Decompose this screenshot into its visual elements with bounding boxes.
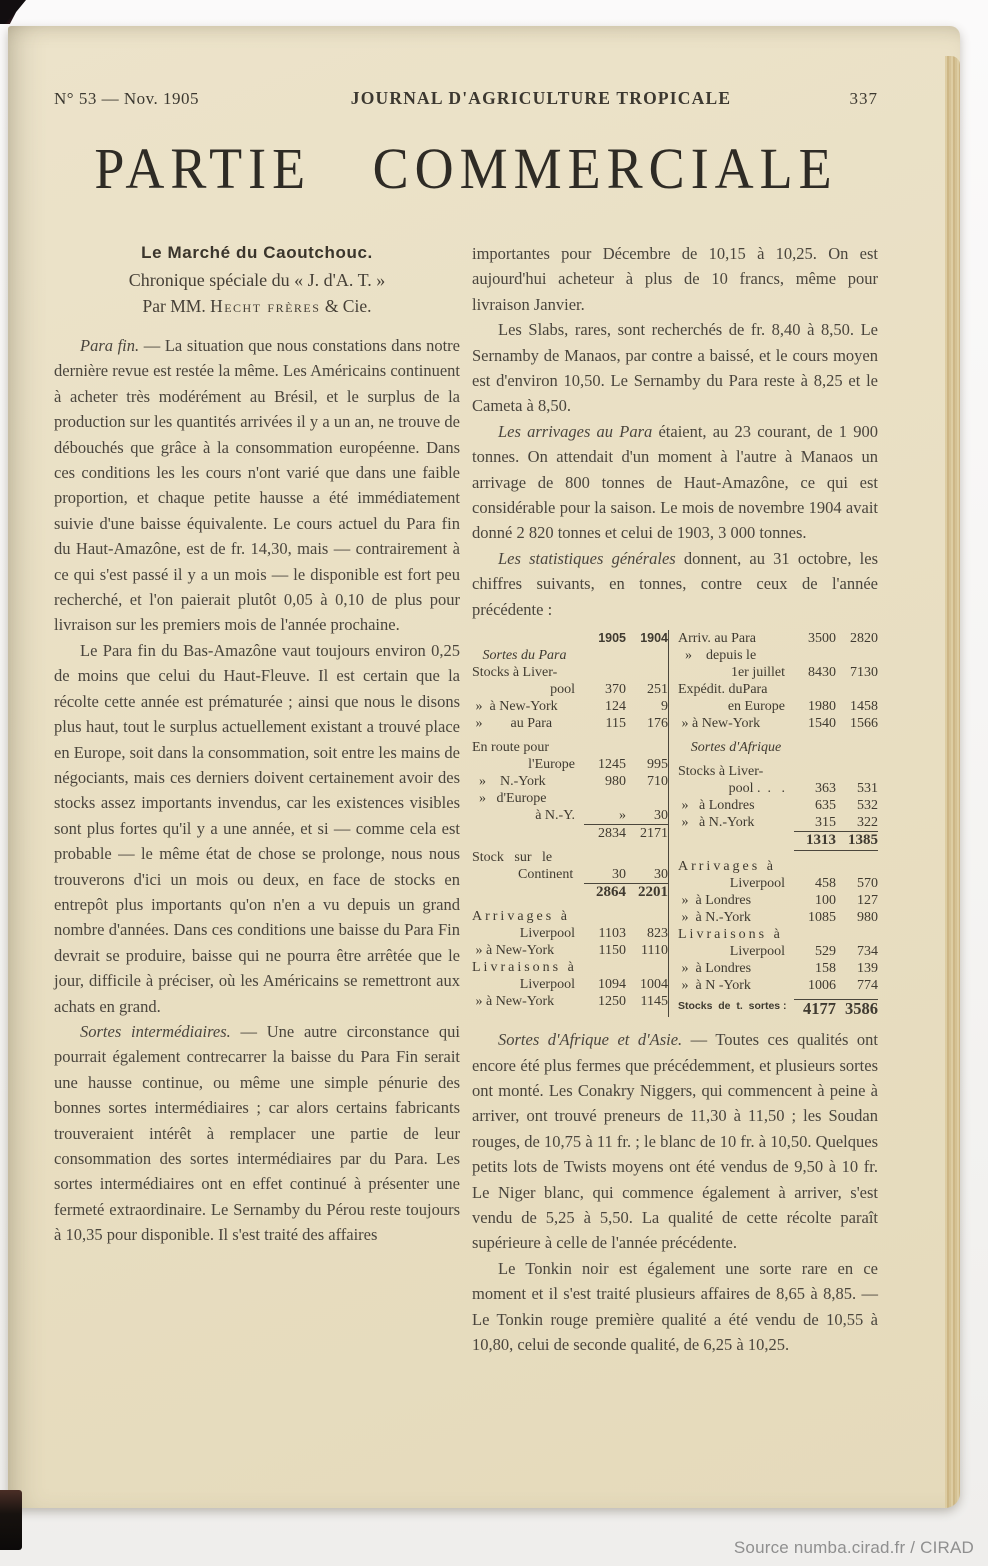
paragraph: importantes pour Décembre de 10,15 à 10,25. On est aujourd'hui acheteur à plus de 10 francs, même pour livraison Janvier. [472, 244, 878, 314]
value-1905: 124 [605, 699, 626, 715]
value-1904: 1904 [640, 631, 668, 646]
value-1904: 30 [654, 867, 668, 883]
row-values [584, 866, 668, 883]
section-title: PARTIE COMMERCIALE [94, 136, 838, 201]
row-label: En route pour [472, 740, 549, 756]
article-byline [54, 296, 460, 317]
source-attribution: Source numba.cirad.fr / CIRAD [733, 1538, 974, 1557]
row-values [584, 790, 668, 807]
value-1905: 115 [605, 716, 626, 732]
table-row [678, 977, 878, 994]
value-1905: 2834 [598, 826, 626, 842]
row-values [794, 715, 878, 732]
value-1905: 1250 [598, 994, 626, 1010]
value-1904: 532 [857, 798, 878, 814]
table-row [678, 998, 878, 1017]
scan-artifact-bottom-left [0, 1490, 22, 1550]
row-values [794, 977, 878, 994]
table-row [678, 858, 878, 875]
row-label: pool [550, 682, 575, 698]
row-values [794, 892, 878, 909]
row-values [794, 943, 878, 960]
table-row [678, 630, 878, 647]
row-label: 1er juillet [730, 665, 785, 681]
row-label: » d'Europe [472, 791, 547, 807]
row-label: Arriv. au Para [678, 631, 757, 647]
value-1905: 1980 [808, 699, 836, 715]
byline-suffix: & Cie. [320, 296, 372, 316]
value-1905: 1094 [598, 977, 626, 993]
row-label: Arrivages à [472, 909, 570, 925]
value-1905: 1085 [808, 910, 836, 926]
paragraph-lead: Para fin. [80, 336, 140, 355]
value-1904: 980 [857, 910, 878, 926]
row-label: Expédit. duPara [678, 682, 768, 698]
value-1904 [626, 849, 668, 866]
table-row [472, 942, 668, 959]
table-row [678, 892, 878, 909]
row-values [584, 993, 668, 1010]
row-label [472, 630, 584, 647]
value-1905 [584, 739, 626, 756]
table-row [678, 960, 878, 977]
value-1905 [794, 647, 836, 664]
table-row [472, 756, 668, 773]
row-values [584, 756, 668, 773]
row-values [584, 959, 668, 976]
journal-title: JOURNAL D'AGRICULTURE TROPICALE [350, 88, 732, 108]
row-label: Stocks de t. sortes : [678, 1000, 787, 1013]
left-column [54, 241, 460, 1357]
running-head [54, 88, 878, 109]
value-1905: » [619, 808, 626, 824]
table-row [678, 739, 878, 756]
row-label: Continent [518, 867, 574, 883]
row-label [678, 831, 794, 851]
table-row [472, 698, 668, 715]
value-1904 [626, 664, 668, 681]
row-values [584, 630, 668, 647]
scan-artifact-top-left [0, 0, 26, 24]
row-values [584, 698, 668, 715]
table-row [678, 814, 878, 831]
value-1905: 158 [815, 961, 836, 977]
two-column-layout [54, 241, 878, 1357]
paragraph-lead: Sortes d'Afrique et d'Asie. [498, 1030, 683, 1050]
value-1905 [584, 790, 626, 807]
value-1905 [584, 647, 626, 664]
row-values [794, 630, 878, 647]
table-row [678, 797, 878, 814]
row-values [584, 883, 668, 901]
paragraph: Sortes intermédiaires. — Une autre circonstance qui pourrait également contrecarrer la baisse du Para Fin serait une hausse continue, ou même une simple pénurie des bonnes sortes intermédiaires ; car alors certains fabricants trouveraient intérêt à remplacer une partie de leur consommation des sortes intermédiaires par du Para. Les sortes intermédiaires ont en effet continué à présenter une fermeté extraordinaire. Le Sernamby du Pérou reste toujours à 10,35 pour disponible. Il s'est traité des affaires [54, 1021, 460, 1245]
row-label: Livraisons à [472, 960, 577, 976]
byline-prefix: Par MM. [142, 296, 211, 316]
value-1904: 3586 [845, 999, 878, 1019]
table-row [472, 630, 668, 647]
value-1904: 251 [647, 682, 668, 698]
row-values [584, 925, 668, 942]
row-values [584, 976, 668, 993]
table-row [472, 807, 668, 824]
table-row [678, 909, 878, 926]
value-1905 [794, 926, 836, 943]
value-1904 [626, 959, 668, 976]
paragraph-lead: Les statistiques générales [498, 548, 676, 568]
row-label: l'Europe [528, 757, 575, 773]
value-1904: 9 [661, 699, 668, 715]
paragraph: Le Para fin du Bas-Amazône vaut toujours environ 0,25 de moins que celui du Haut-Fleuve. Il est certain que la récolte cette année est prématurée ; ainsi que nous le disons plus haut, tout le surplus actuellement existant a trouvé place en Europe, soit dans la consommation, soit entre les mains de négociants, mais ces derniers doivent certainement avoir des stocks assez importants invendus, car les existences visibles sont plus fortes qu'il y a une année, et si — comme cela est probable — le même état de chose se prolonge, nous nous trouverons d'ici un mois ou deux, en face de stocks en entrepôt plus importants qu'on n'en a vu depuis un grand nombre d'années. Dans ces conditions une baisse du Para Fin devrait se produire, baisse qui ne pourra être arrêtée que le jour, difficile à préciser, où les Américains se remettront aux achats en grand. [54, 640, 460, 1016]
value-1904: 774 [857, 978, 878, 994]
value-1904: 1145 [640, 994, 668, 1010]
table-row [472, 681, 668, 698]
value-1904 [836, 739, 878, 756]
value-1905: 100 [815, 893, 836, 909]
row-values [794, 960, 878, 977]
row-label: » à Londres [678, 798, 755, 814]
paragraph: Le Tonkin noir est également une sorte rare en ce moment et il s'est traité plusieurs affaires de 8,65 à 8,85. — Le Tonkin rouge première qualité a été vendu de 10,55 à 10,80, celui de seconde qualité, de 6,25 à 10,25. [472, 1258, 878, 1354]
value-1904 [836, 647, 878, 664]
table-row [678, 664, 878, 681]
row-label: » à Londres [678, 961, 752, 977]
article-subtitle: Chronique spéciale du « J. d'A. T. » [128, 270, 386, 290]
table-row [678, 875, 878, 892]
value-1905: 2864 [596, 884, 626, 901]
value-1905: 1540 [808, 716, 836, 732]
value-1905: 1006 [808, 978, 836, 994]
row-values [584, 715, 668, 732]
statistics-subtable-para [472, 630, 668, 1017]
table-row [678, 780, 878, 797]
value-1904: 734 [857, 944, 878, 960]
value-1904: 710 [647, 774, 668, 790]
row-label: à N.-Y. [535, 808, 575, 824]
journal-page [8, 26, 960, 1508]
table-row [472, 976, 668, 993]
issue-number: N° 53 — Nov. 1905 [54, 89, 199, 108]
value-1905 [584, 849, 626, 866]
table-row [472, 883, 668, 901]
row-label: » à N.-York [678, 910, 751, 926]
value-1904 [626, 647, 668, 664]
value-1904: 1566 [850, 716, 878, 732]
page-number: 337 [849, 89, 878, 108]
row-label: Stocks à Liver- [472, 665, 558, 681]
value-1905: 1245 [598, 757, 626, 773]
value-1904: 1110 [641, 943, 668, 959]
row-label: pool . . . [728, 781, 785, 797]
statistics-table [472, 630, 878, 1017]
table-row [678, 943, 878, 960]
table-row [472, 790, 668, 807]
row-label: » à New-York [678, 716, 761, 732]
row-label: » à New-York [472, 994, 555, 1010]
row-label: Liverpool [729, 876, 785, 892]
row-values [794, 926, 878, 943]
table-row [472, 715, 668, 732]
row-label: Arrivages à [678, 859, 776, 875]
value-1904: 30 [654, 808, 668, 824]
table-row [472, 824, 668, 842]
row-values [794, 999, 878, 1017]
row-label: Liverpool [519, 977, 575, 993]
table-row [472, 925, 668, 942]
value-1904: 176 [647, 716, 668, 732]
table-row [678, 647, 878, 664]
value-1904: 2820 [850, 631, 878, 647]
row-label: Sortes d'Afrique [690, 740, 782, 756]
value-1905: 370 [605, 682, 626, 698]
value-1904: 322 [857, 815, 878, 831]
value-1904: 995 [647, 757, 668, 773]
value-1905: 1313 [806, 832, 836, 849]
table-row [472, 739, 668, 756]
row-values [794, 780, 878, 797]
value-1905: 458 [815, 876, 836, 892]
byline-authors: Hecht frères [210, 296, 321, 316]
table-row [678, 926, 878, 943]
row-values [584, 849, 668, 866]
value-1905 [584, 664, 626, 681]
row-label: Liverpool [519, 926, 575, 942]
value-1905: 315 [815, 815, 836, 831]
value-1905: 1905 [598, 631, 626, 646]
value-1905: 529 [815, 944, 836, 960]
value-1905 [794, 681, 836, 698]
value-1904: 2171 [640, 826, 668, 842]
row-values [584, 647, 668, 664]
table-row [472, 993, 668, 1010]
row-label: » à New-York [472, 699, 558, 715]
value-1904 [836, 858, 878, 875]
paragraph: Les arrivages au Para étaient, au 23 courant, de 1 900 tonnes. On attendait d'un moment à l'autre à Manaos un arrivage de 800 tonnes de Haut-Amazône, ce qui est considérable pour la saison. Le mois de novembre 1904 avait donné 2 820 tonnes et celui de 1903, 3 000 tonnes. [472, 421, 878, 543]
value-1905: 30 [612, 867, 626, 883]
article-title: Le Marché du Caoutchouc. [141, 243, 373, 262]
value-1904: 570 [857, 876, 878, 892]
table-row [472, 908, 668, 925]
row-label: Livraisons à [678, 927, 783, 943]
value-1905 [794, 763, 836, 780]
table-row [472, 773, 668, 790]
page-content [54, 26, 878, 1508]
value-1905: 4177 [803, 999, 836, 1019]
row-label: Stock sur le [472, 850, 553, 866]
row-values [794, 739, 878, 756]
value-1904: 139 [857, 961, 878, 977]
row-values [794, 647, 878, 664]
table-row [472, 959, 668, 976]
value-1904 [626, 739, 668, 756]
row-values [794, 797, 878, 814]
row-values [584, 739, 668, 756]
page-stack-edge [945, 56, 960, 1508]
row-values [794, 763, 878, 780]
row-label: » N.-York [472, 774, 546, 790]
row-values [584, 773, 668, 790]
table-row [678, 831, 878, 851]
right-column-text-top [472, 241, 878, 622]
value-1905 [794, 739, 836, 756]
row-label: » à N -York [678, 978, 751, 994]
value-1905: 1103 [598, 926, 626, 942]
row-values [584, 908, 668, 925]
value-1905 [584, 908, 626, 925]
value-1904 [626, 908, 668, 925]
row-values [794, 814, 878, 831]
row-label: » depuis le [678, 648, 757, 664]
value-1905: 980 [605, 774, 626, 790]
value-1904: 2201 [638, 884, 668, 901]
paragraph-lead: Les arrivages au Para [498, 421, 653, 441]
row-values [794, 681, 878, 698]
row-label: en Europe [727, 699, 785, 715]
value-1904: 1385 [848, 832, 878, 849]
row-values [794, 909, 878, 926]
row-label [472, 824, 584, 842]
value-1904 [836, 681, 878, 698]
left-column-text [54, 333, 460, 1248]
value-1904: 7130 [850, 665, 878, 681]
table-row [472, 866, 668, 883]
table-row [472, 849, 668, 866]
value-1905: 635 [815, 798, 836, 814]
table-row [472, 647, 668, 664]
right-column-text-bottom [472, 1027, 878, 1357]
row-label: » à Londres [678, 893, 752, 909]
paragraph: Les statistiques générales donnent, au 31 octobre, les chiffres suivants, en tonnes, contre ceux de l'année précédente : [472, 548, 879, 619]
row-values [794, 831, 878, 851]
row-values [794, 858, 878, 875]
row-label: Stocks à Liver- [678, 764, 764, 780]
statistics-subtable-africa [668, 630, 878, 1017]
table-row [678, 715, 878, 732]
row-label: » au Para [472, 716, 553, 732]
value-1905: 1150 [598, 943, 626, 959]
value-1905 [584, 959, 626, 976]
row-values [794, 698, 878, 715]
value-1905: 8430 [808, 665, 836, 681]
row-values [794, 664, 878, 681]
row-label: Sortes du Para [472, 648, 567, 664]
value-1905 [794, 858, 836, 875]
value-1904: 1004 [640, 977, 668, 993]
value-1905: 363 [815, 781, 836, 797]
row-label: Liverpool [729, 944, 785, 960]
table-row [678, 698, 878, 715]
row-values [584, 824, 668, 842]
row-values [794, 875, 878, 892]
paragraph: Les Slabs, rares, sont recherchés de fr. 8,40 à 8,50. Le Sernamby de Manaos, par contre a baissé, et le cours moyen est d'environ 10,50. Le Sernamby du Para reste à 8,25 et le Cameta à 8,50. [472, 320, 878, 416]
row-values [584, 664, 668, 681]
paragraph: Para fin. — La situation que nous constations dans notre dernière revue est restée la même. Les Américains continuent à acheter très modérément au Brésil, et le surplus de la production sur les quantités arrivées il y a un an, ne trouve de débouchés que grâce à la consommation européenne. Dans ces conditions les les cours n'ont varié que dans une faible proportion, et chaque petite hausse a été immédiatement suivie d'une baisse équivalente. Le cours actuel du Para fin du Haut-Amazône, est de fr. 14,30, mais — contrairement à ce qui s'est passé il y a un mois — le disponible est fort peu recherché, et l'on paierait plutôt 0,05 à 0,10 de plus pour livraison sur les premiers mois de l'année prochaine. [54, 336, 460, 635]
table-row [472, 664, 668, 681]
value-1904 [626, 790, 668, 807]
row-label: » à N.-York [678, 815, 755, 831]
value-1904 [836, 763, 878, 780]
row-values [584, 681, 668, 698]
row-values [584, 807, 668, 824]
value-1904: 127 [857, 893, 878, 909]
row-label: » à New-York [472, 943, 555, 959]
value-1904: 531 [857, 781, 878, 797]
right-column [472, 241, 878, 1357]
paragraph: Sortes d'Afrique et d'Asie. — Toutes ces qualités ont encore été plus fermes que précédemment, et plusieurs sortes ont monté. Les Conakry Niggers, qui commencent à peine à arriver, ont trouvé preneurs de 11,30 à 11,50 ; les Soudan rouges, de 10,75 à 11 fr. ; le blanc de 10 fr. à 10,50. Quelques petits lots de Twists moyens ont été vendus de 9,50 à 10 fr. Le Niger blanc, qui commence également à arriver, s'est vendu de 5,25 à 5,50. La qualité de cette récolte paraît supérieure à celle de l'année précédente. [472, 1030, 878, 1253]
value-1904 [836, 926, 878, 943]
value-1904: 1458 [850, 699, 878, 715]
table-row [678, 763, 878, 780]
row-label [472, 883, 584, 901]
table-row [678, 681, 878, 698]
paragraph-lead: Sortes intermédiaires. [80, 1021, 231, 1041]
value-1904: 823 [647, 926, 668, 942]
row-values [584, 942, 668, 959]
value-1905: 3500 [808, 631, 836, 647]
